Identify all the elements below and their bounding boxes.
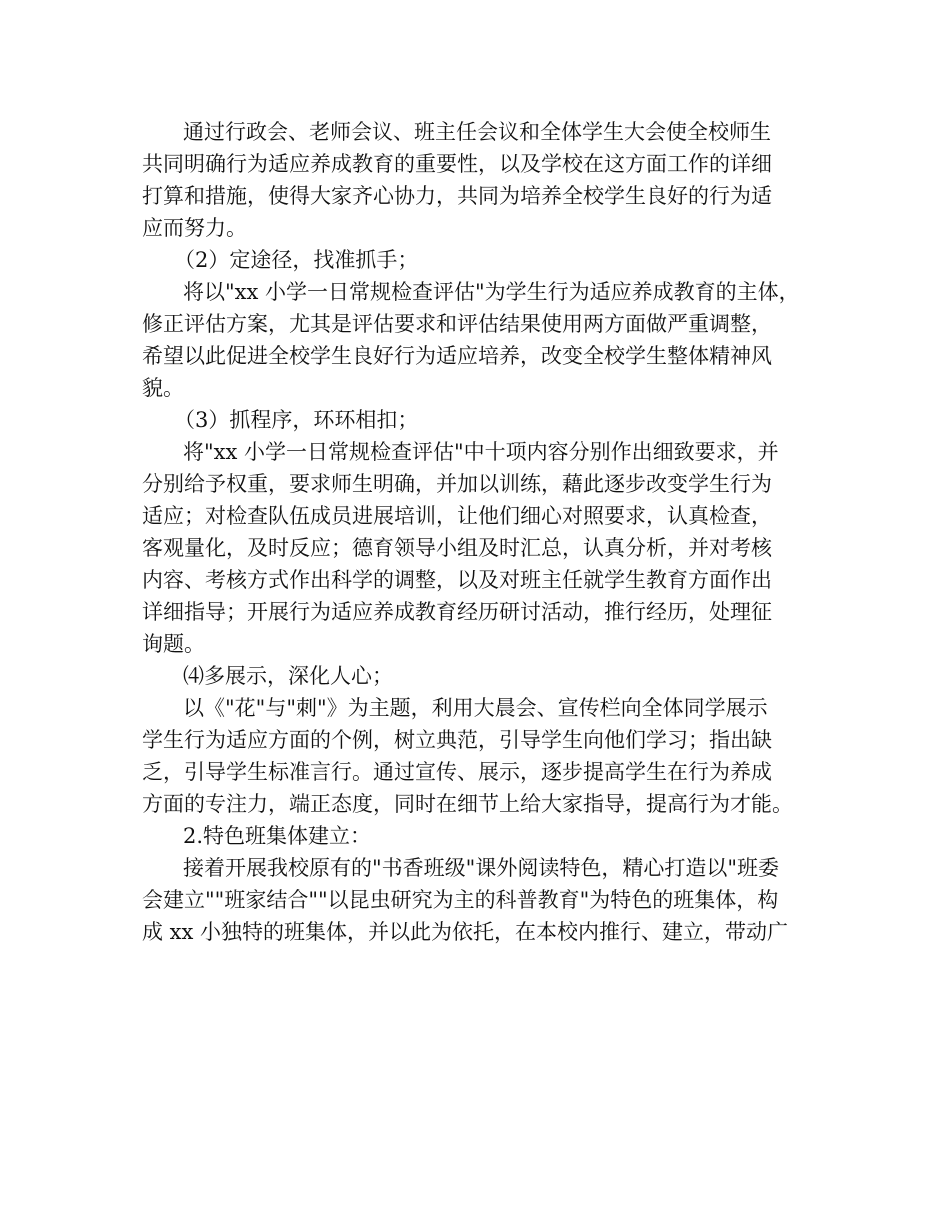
paragraph-line: 共同明确行为适应养成教育的重要性，以及学校在这方面工作的详细 bbox=[142, 152, 772, 176]
section-heading: （2）定途径，找准抓手； bbox=[174, 248, 419, 272]
paragraph-line: 客观量化，及时反应；德育领导小组及时汇总，认真分析，并对考核 bbox=[142, 536, 772, 560]
paragraph-line: 将"xx 小学一日常规检查评估"中十项内容分别作出细致要求，并 bbox=[183, 440, 779, 464]
paragraph-line: 会建立""班家结合""以昆虫研究为主的科普教育"为特色的班集体，构 bbox=[142, 888, 779, 912]
paragraph-line: 打算和措施，使得大家齐心协力，共同为培养全校学生良好的行为适 bbox=[142, 184, 772, 208]
section-heading: 2.特色班集体建立： bbox=[183, 824, 372, 848]
paragraph-line: 详细指导；开展行为适应养成教育经历研讨活动，推行经历，处理征 bbox=[142, 600, 772, 624]
section-heading: （3）抓程序，环环相扣； bbox=[174, 408, 419, 432]
paragraph-line: 接着开展我校原有的"书香班级"课外阅读特色，精心打造以"班委 bbox=[183, 856, 779, 880]
paragraph-line: 方面的专注力，端正态度，同时在细节上给大家指导，提高行为才能。 bbox=[142, 792, 793, 816]
paragraph-line: 以《"花"与"刺"》为主题，利用大晨会、宣传栏向全体同学展示 bbox=[183, 696, 768, 720]
paragraph-line: 内容、考核方式作出科学的调整，以及对班主任就学生教育方面作出 bbox=[142, 568, 772, 592]
paragraph-line: 将以"xx 小学一日常规检查评估"为学生行为适应养成教育的主体， bbox=[183, 280, 800, 304]
section-heading: ⑷多展示，深化人心； bbox=[183, 664, 393, 688]
paragraph-line: 希望以此促进全校学生良好行为适应培养，改变全校学生整体精神风 bbox=[142, 344, 772, 368]
paragraph-line: 成 xx 小独特的班集体，并以此为依托，在本校内推行、建立，带动广 bbox=[142, 920, 789, 944]
paragraph-line: 分别给予权重，要求师生明确，并加以训练，藉此逐步改变学生行为 bbox=[142, 472, 772, 496]
paragraph-line: 应而努力。 bbox=[142, 216, 247, 240]
paragraph-line: 修正评估方案，尤其是评估要求和评估结果使用两方面做严重调整， bbox=[142, 312, 772, 336]
paragraph-line: 通过行政会、老师会议、班主任会议和全体学生大会使全校师生 bbox=[183, 120, 771, 144]
paragraph-line: 乏，引导学生标准言行。通过宣传、展示，逐步提高学生在行为养成 bbox=[142, 760, 772, 784]
paragraph-line: 学生行为适应方面的个例，树立典范，引导学生向他们学习；指出缺 bbox=[142, 728, 772, 752]
paragraph-line: 适应；对检查队伍成员进展培训，让他们细心对照要求，认真检查， bbox=[142, 504, 772, 528]
paragraph-line: 貌。 bbox=[142, 376, 184, 400]
paragraph-line: 询题。 bbox=[142, 632, 205, 656]
